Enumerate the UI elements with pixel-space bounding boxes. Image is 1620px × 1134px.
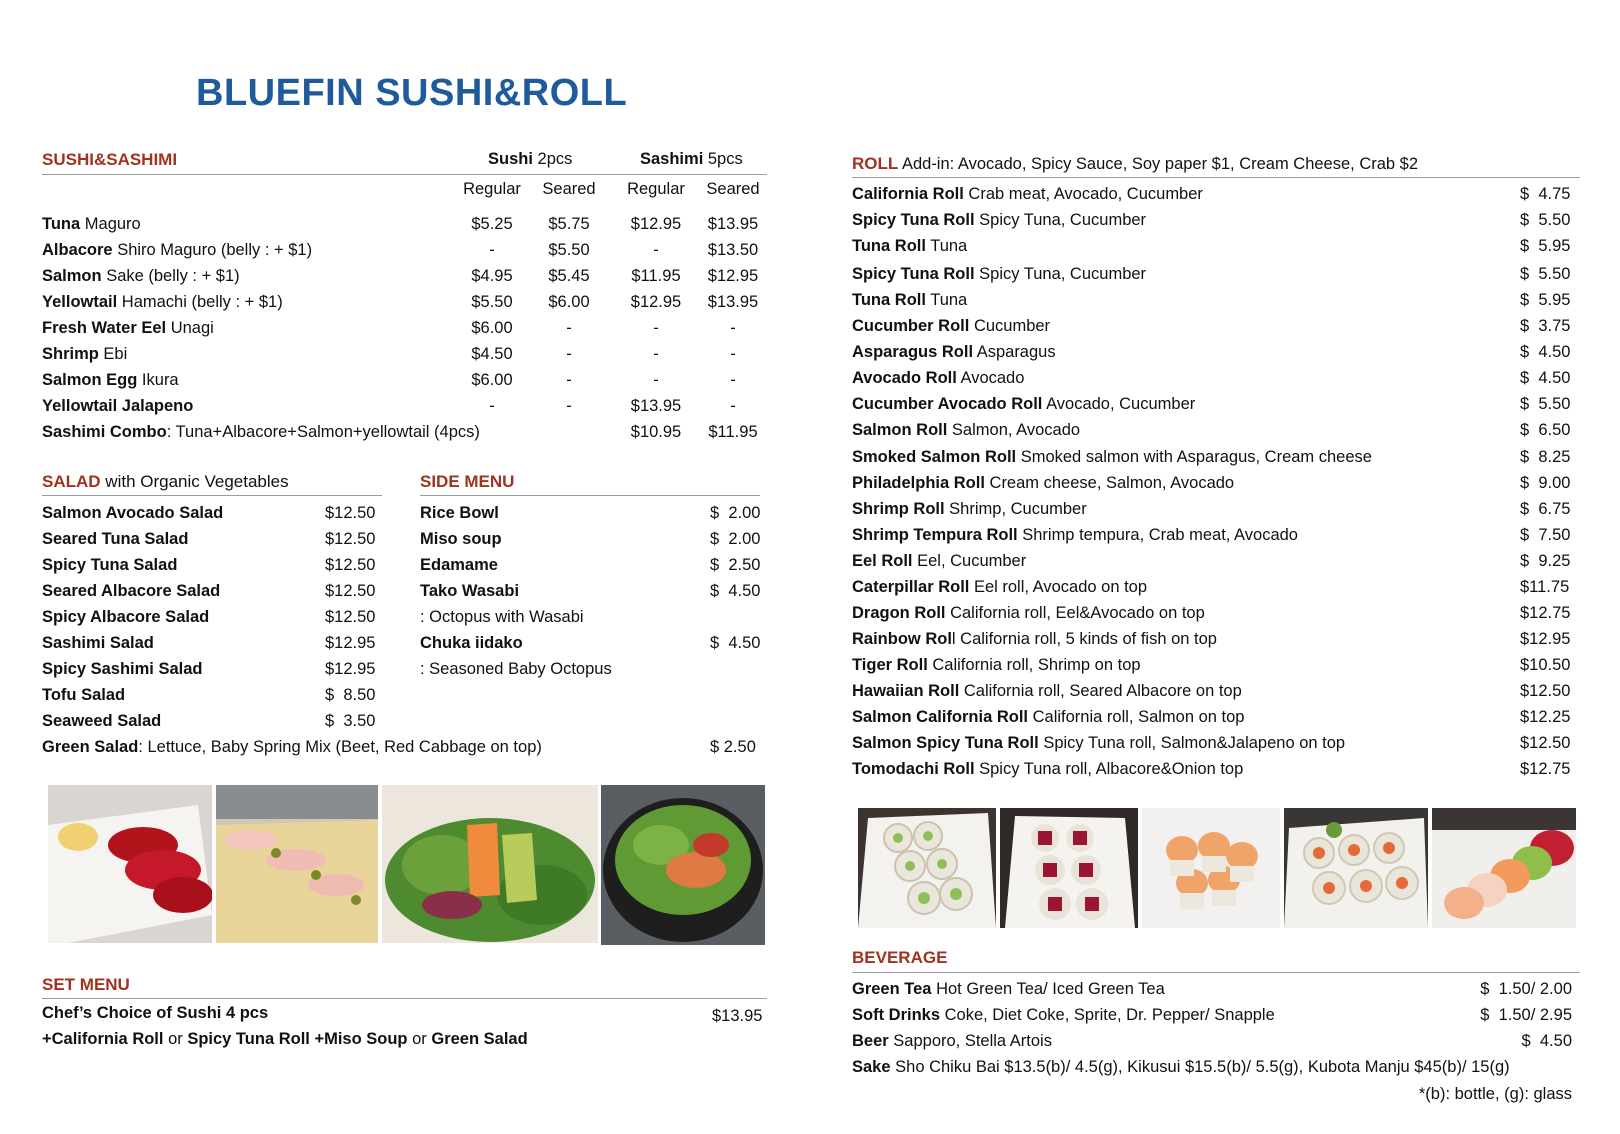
salad-item-name: Spicy Sashimi Salad <box>42 660 203 678</box>
roll-item-name: Tuna Roll <box>852 291 926 309</box>
roll-row <box>852 522 1582 548</box>
sushi-item-desc: : Tuna+Albacore+Salmon+yellowtail (4pcs) <box>166 423 480 441</box>
salad-item-name: Seaweed Salad <box>42 712 162 730</box>
sushi-item-name: Shrimp <box>42 345 99 363</box>
sushi-item-name: Yellowtail Jalapeno <box>42 397 194 415</box>
roll-item-price: $ 9.00 <box>1520 474 1571 492</box>
roll-item-name: Eel Roll <box>852 552 913 570</box>
roll-row <box>852 626 1582 652</box>
roll-item-price: $12.75 <box>1520 604 1571 622</box>
roll-item-name: Shrimp Roll <box>852 500 945 518</box>
roll-item-name: Salmon Spicy Tuna Roll <box>852 734 1039 752</box>
green-salad-desc: : Lettuce, Baby Spring Mix (Beet, Red Cabbage on top) <box>138 738 542 756</box>
salad-item-price: $12.50 <box>325 530 376 548</box>
sashimi-header-bold: Sashimi <box>640 150 704 168</box>
roll-item-name: Salmon Roll <box>852 421 948 439</box>
beverage-item-name: Beer <box>852 1032 889 1050</box>
side-item-desc: : Octopus with Wasabi <box>420 608 584 626</box>
sushi-price-sashimi-seared: - <box>730 397 736 415</box>
roll-item-desc: l California roll, 5 kinds of fish on top <box>951 630 1217 648</box>
roll-item-desc: Salmon, Avocado <box>947 421 1081 439</box>
roll-item-desc: Cucumber <box>969 317 1051 335</box>
salad-row <box>42 578 382 604</box>
roll-item-desc: Shrimp tempura, Crab meat, Avocado <box>1017 526 1298 544</box>
sushi-price-sashimi-regular: $11.95 <box>631 267 681 285</box>
roll-row <box>852 287 1582 313</box>
roll-item-price: $ 4.75 <box>1520 185 1571 203</box>
roll-item-name: Avocado Roll <box>852 369 957 387</box>
set-or-1: or <box>163 1030 188 1048</box>
sushi-price-sashimi-seared: - <box>730 371 736 389</box>
roll-item-desc: Smoked salmon with Asparagus, Cream cheese <box>1016 448 1372 466</box>
green-salad-price: $ 2.50 <box>710 738 756 756</box>
roll-item-desc: Spicy Tuna, Cucumber <box>974 211 1147 229</box>
set-menu-line1: Chef’s Choice of Sushi 4 pcs <box>42 1004 269 1022</box>
sushi-price-sushi-regular: $6.00 <box>471 319 513 337</box>
sushi-item-name: Salmon <box>42 267 102 285</box>
roll-item-desc: Tuna <box>925 291 968 309</box>
roll-item-desc: Eel, Cucumber <box>912 552 1027 570</box>
sushi-item-desc: Hamachi (belly : + $1) <box>117 293 283 311</box>
roll-item-price: $ 6.50 <box>1520 421 1571 439</box>
salad-item-price: $12.50 <box>325 608 376 626</box>
subhead-sushi-seared: Seared <box>542 180 596 198</box>
salad-item-name: Sashimi Salad <box>42 634 154 652</box>
side-item-name: Edamame <box>420 556 498 574</box>
side-row <box>420 552 765 578</box>
beverage-item-name: Sake <box>852 1058 891 1076</box>
roll-item-price: $ 5.50 <box>1520 265 1571 283</box>
roll-row <box>852 600 1582 626</box>
side-item-price: $ 2.00 <box>710 504 761 522</box>
roll-item-desc: Spicy Tuna, Cucumber <box>974 265 1147 283</box>
sushi-price-sushi-seared: $6.00 <box>548 293 590 311</box>
roll-item-price: $12.50 <box>1520 682 1571 700</box>
side-row <box>420 630 765 656</box>
roll-item-price: $ 8.25 <box>1520 448 1571 466</box>
green-salad-name: Green Salad <box>42 738 139 756</box>
side-item-name: Miso soup <box>420 530 502 548</box>
roll-item-name: Caterpillar Roll <box>852 578 970 596</box>
roll-item-name: Cucumber Roll <box>852 317 970 335</box>
sushi-price-sashimi-seared: $13.95 <box>707 215 759 233</box>
sushi-price-sushi-regular: - <box>489 397 495 415</box>
sushi-item-name: Salmon Egg <box>42 371 138 389</box>
sushi-header-bold: Sushi <box>488 150 533 168</box>
roll-row <box>852 756 1582 782</box>
sushi-price-sashimi-seared: $12.95 <box>707 267 759 285</box>
subhead-sashimi-seared: Seared <box>706 180 760 198</box>
roll-row <box>852 207 1582 233</box>
roll-item-price: $ 5.95 <box>1520 237 1571 255</box>
side-item-name: Tako Wasabi <box>420 582 520 600</box>
set-menu-heading: SET MENU <box>42 975 130 994</box>
restaurant-title: BLUEFIN SUSHI&ROLL <box>196 72 628 114</box>
sushi-price-sushi-regular: $4.50 <box>471 345 513 363</box>
sushi-row <box>42 289 770 315</box>
roll-item-name: Dragon Roll <box>852 604 946 622</box>
beverage-row <box>852 1002 1582 1028</box>
beverage-item-desc: Sapporo, Stella Artois <box>888 1032 1052 1050</box>
sushi-price-sashimi-regular: $12.95 <box>630 215 682 233</box>
salad-row <box>42 708 382 734</box>
sushi-price-sushi-seared: $5.75 <box>548 215 590 233</box>
set-menu-line2 <box>42 1026 528 1052</box>
salad-row <box>42 526 382 552</box>
roll-item-name: Hawaiian Roll <box>852 682 960 700</box>
sushi-item-desc: Ikura <box>137 371 179 389</box>
sushi-row <box>42 263 770 289</box>
sushi-sashimi-rule <box>42 174 767 175</box>
sushi-item-name: Tuna <box>42 215 81 233</box>
sushi-price-sashimi-regular: $12.95 <box>630 293 682 311</box>
roll-item-desc: California roll, Shrimp on top <box>927 656 1141 674</box>
photo-tuna-sashimi <box>48 785 212 943</box>
roll-item-name: Tomodachi Roll <box>852 760 975 778</box>
roll-row <box>852 548 1582 574</box>
sushi-price-sashimi-regular: - <box>653 345 659 363</box>
roll-row <box>852 261 1582 287</box>
roll-item-desc: California roll, Seared Albacore on top <box>959 682 1242 700</box>
roll-item-price: $ 7.50 <box>1520 526 1571 544</box>
roll-row <box>852 313 1582 339</box>
roll-item-desc: Avocado, Cucumber <box>1042 395 1196 413</box>
roll-item-name: California Roll <box>852 185 964 203</box>
roll-item-desc: Spicy Tuna roll, Albacore&Onion top <box>974 760 1244 778</box>
sushi-price-sushi-regular: $6.00 <box>471 371 513 389</box>
beverage-heading: BEVERAGE <box>852 948 948 967</box>
roll-item-name: Cucumber Avocado Roll <box>852 395 1043 413</box>
roll-row <box>852 678 1582 704</box>
roll-row <box>852 496 1582 522</box>
sushi-item-name: Fresh Water Eel <box>42 319 167 337</box>
roll-row <box>852 339 1582 365</box>
salad-item-price: $ 8.50 <box>325 686 376 704</box>
beverage-item-price: $ 1.50/ 2.95 <box>1480 1006 1572 1024</box>
salad-item-name: Spicy Tuna Salad <box>42 556 178 574</box>
sushi-item-desc: Sake (belly : + $1) <box>101 267 240 285</box>
salad-row <box>42 500 382 526</box>
photo-spicy-tuna-roll <box>1284 808 1428 928</box>
roll-row <box>852 470 1582 496</box>
sashimi-column-header <box>640 150 743 169</box>
roll-row <box>852 730 1582 756</box>
roll-item-name: Shrimp Tempura Roll <box>852 526 1018 544</box>
roll-item-name: Rainbow Rol <box>852 630 952 648</box>
sushi-price-sushi-seared: - <box>566 345 572 363</box>
roll-item-price: $ 5.50 <box>1520 211 1571 229</box>
side-item-name: Chuka iidako <box>420 634 523 652</box>
roll-row <box>852 417 1582 443</box>
sushi-price-sashimi-seared: - <box>730 345 736 363</box>
side-menu-rule <box>420 495 760 496</box>
sushi-price-sashimi-seared: $13.95 <box>707 293 759 311</box>
salad-row <box>42 630 382 656</box>
roll-row <box>852 574 1582 600</box>
salad-item-name: Tofu Salad <box>42 686 126 704</box>
salad-row <box>42 656 382 682</box>
sushi-sashimi-heading: SUSHI&SASHIMI <box>42 150 178 169</box>
roll-item-name: Philadelphia Roll <box>852 474 985 492</box>
side-row <box>420 500 765 526</box>
sushi-price-sashimi-regular: - <box>653 371 659 389</box>
beverage-item-desc: Coke, Diet Coke, Sprite, Dr. Pepper/ Snapple <box>940 1006 1275 1024</box>
sushi-price-sashimi-regular: - <box>653 319 659 337</box>
side-row <box>420 656 765 682</box>
roll-item-price: $12.50 <box>1520 734 1571 752</box>
roll-heading <box>852 154 1418 174</box>
roll-item-desc: California roll, Eel&Avocado on top <box>945 604 1205 622</box>
roll-item-price: $ 6.75 <box>1520 500 1571 518</box>
side-item-desc: : Seasoned Baby Octopus <box>420 660 612 678</box>
sushi-price-sashimi-regular: $10.95 <box>630 423 682 441</box>
roll-item-price: $ 5.50 <box>1520 395 1571 413</box>
roll-row <box>852 391 1582 417</box>
beverage-note: *(b): bottle, (g): glass <box>1418 1085 1572 1103</box>
sushi-row <box>42 341 770 367</box>
roll-item-price: $12.95 <box>1520 630 1571 648</box>
salad-item-name: Seared Albacore Salad <box>42 582 221 600</box>
roll-item-name: Spicy Tuna Roll <box>852 211 975 229</box>
sushi-price-sushi-seared: - <box>566 319 572 337</box>
roll-heading-text: ROLL <box>852 154 899 173</box>
roll-item-price: $12.75 <box>1520 760 1571 778</box>
side-item-price: $ 4.50 <box>710 582 761 600</box>
sushi-price-sashimi-regular: $13.95 <box>630 397 682 415</box>
set-option-california-roll: +California Roll <box>42 1030 164 1048</box>
side-row <box>420 578 765 604</box>
roll-rule <box>852 177 1580 178</box>
photo-tuna-roll <box>1000 808 1138 928</box>
beverage-row <box>852 976 1582 1002</box>
photo-sashimi-salad <box>382 785 598 943</box>
roll-addin: Add-in: Avocado, Spicy Sauce, Soy paper $1, Cream Cheese, Crab $2 <box>898 155 1419 173</box>
sushi-item-desc: Unagi <box>166 319 214 337</box>
roll-row <box>852 652 1582 678</box>
set-option-green-salad: Green Salad <box>431 1030 528 1048</box>
beverage-item-desc: Sho Chiku Bai $13.5(b)/ 4.5(g), Kikusui $15.5(b)/ 5.5(g), Kubota Manju $45(b)/ 15(g) <box>890 1058 1510 1076</box>
roll-item-price: $ 5.95 <box>1520 291 1571 309</box>
salad-row <box>42 604 382 630</box>
roll-item-name: Spicy Tuna Roll <box>852 265 975 283</box>
sushi-price-sushi-regular: - <box>489 241 495 259</box>
roll-item-price: $12.25 <box>1520 708 1571 726</box>
sushi-price-sushi-regular: $4.95 <box>471 267 513 285</box>
photo-yellowtail-jalapeno <box>216 785 378 943</box>
sushi-row <box>42 237 770 263</box>
side-menu-heading: SIDE MENU <box>420 472 515 491</box>
beverage-item-desc: Hot Green Tea/ Iced Green Tea <box>931 980 1165 998</box>
salad-item-name: Seared Tuna Salad <box>42 530 189 548</box>
sushi-price-sushi-regular: $5.50 <box>471 293 513 311</box>
set-option-spicy-tuna-roll: Spicy Tuna Roll <box>187 1030 310 1048</box>
sushi-price-sashimi-seared: - <box>730 319 736 337</box>
subhead-sushi-regular: Regular <box>463 180 521 198</box>
salad-rule <box>42 495 382 496</box>
roll-item-name: Tuna Roll <box>852 237 926 255</box>
roll-item-desc: Shrimp, Cucumber <box>944 500 1087 518</box>
sushi-row <box>42 419 770 445</box>
roll-row <box>852 181 1582 207</box>
beverage-rule <box>852 972 1580 973</box>
roll-item-name: Salmon California Roll <box>852 708 1029 726</box>
beverage-item-price: $ 4.50 <box>1521 1032 1572 1050</box>
roll-item-price: $11.75 <box>1520 578 1570 596</box>
sushi-item-desc: Maguro <box>80 215 141 233</box>
set-menu-rule <box>42 998 767 999</box>
roll-item-name: Tiger Roll <box>852 656 928 674</box>
roll-item-price: $ 3.75 <box>1520 317 1571 335</box>
roll-item-desc: Tuna <box>925 237 968 255</box>
roll-item-desc: California roll, Salmon on top <box>1028 708 1245 726</box>
sushi-item-name: Sashimi Combo <box>42 423 167 441</box>
salad-item-price: $12.95 <box>325 634 376 652</box>
sashimi-header-rest: 5pcs <box>703 150 743 168</box>
sushi-item-desc: Ebi <box>98 345 128 363</box>
side-item-price: $ 2.50 <box>710 556 761 574</box>
side-item-price: $ 4.50 <box>710 634 761 652</box>
salad-item-price: $12.95 <box>325 660 376 678</box>
roll-item-price: $ 4.50 <box>1520 369 1571 387</box>
roll-item-price: $10.50 <box>1520 656 1571 674</box>
sushi-price-sushi-seared: - <box>566 397 572 415</box>
sushi-header-rest: 2pcs <box>532 150 573 168</box>
subhead-sashimi-regular: Regular <box>627 180 685 198</box>
roll-row <box>852 233 1582 259</box>
roll-row <box>852 365 1582 391</box>
sushi-column-header <box>488 150 572 169</box>
salad-item-price: $12.50 <box>325 556 376 574</box>
sushi-price-sashimi-seared: $13.50 <box>707 241 759 259</box>
salad-heading <box>42 472 289 492</box>
roll-item-name: Asparagus Roll <box>852 343 974 361</box>
sushi-price-sushi-seared: $5.45 <box>548 267 590 285</box>
beverage-item-name: Green Tea <box>852 980 932 998</box>
sushi-price-sushi-seared: $5.50 <box>548 241 590 259</box>
roll-item-desc: Cream cheese, Salmon, Avocado <box>984 474 1235 492</box>
set-menu-price: $13.95 <box>712 1007 763 1025</box>
sushi-item-name: Albacore <box>42 241 113 259</box>
roll-item-name: Smoked Salmon Roll <box>852 448 1017 466</box>
sushi-price-sashimi-regular: - <box>653 241 659 259</box>
sushi-price-sashimi-seared: $11.95 <box>708 423 758 441</box>
roll-item-desc: Eel roll, Avocado on top <box>969 578 1148 596</box>
sushi-price-sushi-regular: $5.25 <box>471 215 513 233</box>
beverage-row <box>852 1028 1582 1054</box>
side-item-price: $ 2.00 <box>710 530 761 548</box>
sushi-row <box>42 211 770 237</box>
photo-rainbow-roll <box>1432 808 1576 928</box>
salad-heading-text: SALAD <box>42 472 101 491</box>
roll-item-desc: Asparagus <box>973 343 1056 361</box>
roll-item-price: $ 4.50 <box>1520 343 1571 361</box>
roll-item-desc: Spicy Tuna roll, Salmon&Jalapeno on top <box>1038 734 1346 752</box>
sushi-row <box>42 367 770 393</box>
salad-row <box>42 682 382 708</box>
sushi-item-desc: Shiro Maguro (belly : + $1) <box>112 241 313 259</box>
side-item-name: Rice Bowl <box>420 504 499 522</box>
sushi-price-sushi-seared: - <box>566 371 572 389</box>
salad-subheading: with Organic Vegetables <box>100 472 289 491</box>
roll-row <box>852 444 1582 470</box>
photo-shrimp-roll <box>1142 808 1280 928</box>
roll-item-desc: Crab meat, Avocado, Cucumber <box>963 185 1203 203</box>
salad-item-name: Spicy Albacore Salad <box>42 608 210 626</box>
sushi-item-name: Yellowtail <box>42 293 118 311</box>
roll-item-price: $ 9.25 <box>1520 552 1571 570</box>
salad-item-name: Salmon Avocado Salad <box>42 504 224 522</box>
sushi-row <box>42 393 770 419</box>
salad-item-price: $12.50 <box>325 504 376 522</box>
roll-item-desc: Avocado <box>956 369 1025 387</box>
side-row <box>420 526 765 552</box>
set-or-2: or <box>407 1030 432 1048</box>
salad-item-price: $ 3.50 <box>325 712 376 730</box>
green-salad-row <box>42 734 767 760</box>
sushi-row <box>42 315 770 341</box>
salad-item-price: $12.50 <box>325 582 376 600</box>
photo-california-roll <box>858 808 996 928</box>
set-option-miso-soup: +Miso Soup <box>314 1030 408 1048</box>
side-row <box>420 604 765 630</box>
roll-row <box>852 704 1582 730</box>
beverage-item-name: Soft Drinks <box>852 1006 941 1024</box>
beverage-item-price: $ 1.50/ 2.00 <box>1480 980 1572 998</box>
beverage-row <box>852 1054 1582 1080</box>
salad-row <box>42 552 382 578</box>
photo-spicy-salad <box>601 785 765 945</box>
